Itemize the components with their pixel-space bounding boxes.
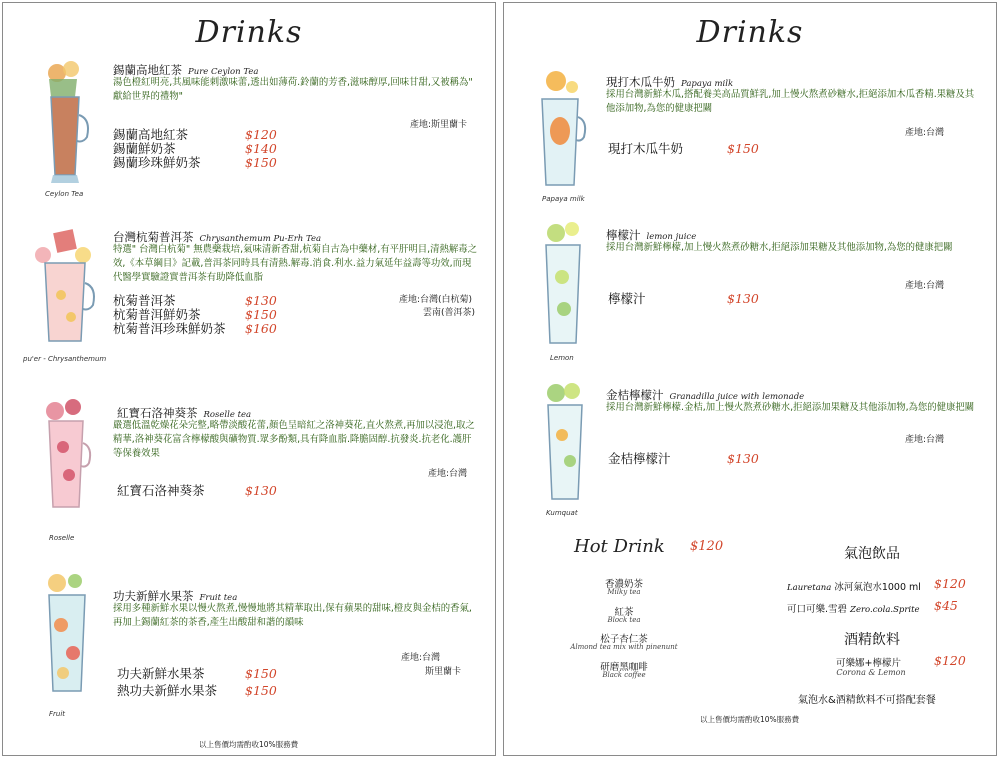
menu-item-name: 錫蘭鮮奶茶 xyxy=(113,141,176,156)
page-heading: Drinks xyxy=(195,15,303,50)
papaya-origin: 產地:台灣 xyxy=(904,128,944,138)
menu-item-price: $150 xyxy=(245,683,277,698)
menu-item-name: 金桔檸檬汁 xyxy=(608,451,671,466)
papaya-caption: Papaya milk xyxy=(542,195,585,203)
ceylon-tea-illustration-icon xyxy=(37,57,95,187)
lemon-juice-illustration-icon xyxy=(536,219,592,353)
papaya-milk-illustration-icon xyxy=(532,65,592,195)
hot-drink-item: 紅茶 xyxy=(614,607,634,618)
right-menu-page xyxy=(503,2,997,756)
kumquat-caption: Kumquat xyxy=(546,509,578,517)
alcohol-drinks-title: 酒精飲料 xyxy=(844,632,900,648)
ceylon-caption: Ceylon Tea xyxy=(45,190,84,198)
menu-item-price: $130 xyxy=(245,483,277,498)
papaya-title: 現打木瓜牛奶 Papaya milk xyxy=(606,75,734,89)
hot-drink-item-en: Almond tea mix with pinenunt xyxy=(570,643,678,651)
chrysanthemum-origin-2: 雲南(普洱茶) xyxy=(423,308,476,318)
sparkling-drinks-title: 氣泡飲品 xyxy=(844,546,900,562)
hot-drink-price: $120 xyxy=(690,539,724,554)
service-charge-note: 以上售價均需酌收10%服務費 xyxy=(700,715,800,724)
hot-drink-item-en: Black coffee xyxy=(602,671,646,679)
fruit-origin-2: 斯里蘭卡 xyxy=(425,667,462,677)
fruit-tea-illustration-icon xyxy=(39,569,97,709)
chrysanthemum-tea-illustration-icon xyxy=(25,225,107,355)
fruit-description: 採用多種新鮮水果以慢火熬煮,慢慢地將其精華取出,保有蘋果的甜味,橙皮與金桔的香氣,再加上錫蘭紅茶的茶香,產生出酸甜和諧的韻味 xyxy=(113,603,472,628)
menu-item-price: $130 xyxy=(727,291,759,306)
menu-item-price: $140 xyxy=(245,141,277,156)
hot-drink-item-en: Block tea xyxy=(607,616,641,624)
hot-drink-item: 香濃奶茶 xyxy=(604,579,643,590)
ceylon-origin: 產地:斯里蘭卡 xyxy=(409,120,467,130)
menu-item-price: $120 xyxy=(245,127,277,142)
service-charge-note: 以上售價均需酌收10%服務費 xyxy=(199,740,299,749)
papaya-description: 採用台灣新鮮木瓜,搭配養美高品質鮮乳,加上慢火熬煮砂糖水,拒絕添加木瓜香精.果糖及其他添加物,為您的健康把關 xyxy=(606,89,975,114)
menu-item-name: 現打木瓜牛奶 xyxy=(608,141,684,156)
fruit-caption: Fruit xyxy=(49,710,66,718)
menu-item-name: 熱功夫新鮮水果茶 xyxy=(117,683,218,698)
kumquat-lemon-juice-illustration-icon xyxy=(538,379,594,509)
menu-item-name: 錫蘭珍珠鮮奶茶 xyxy=(113,155,201,170)
lemon-origin: 產地:台灣 xyxy=(904,281,944,291)
chrysanthemum-origin: 產地:台灣(白杭菊) xyxy=(399,295,473,305)
roselle-title: 紅寶石洛神葵茶 Roselle tea xyxy=(117,406,252,420)
hot-drink-title: Hot Drink xyxy=(574,536,665,557)
menu-item-name: 杭菊普洱茶 xyxy=(113,293,176,308)
menu-item-price: $160 xyxy=(245,321,277,336)
alcohol-item: 可樂娜+檸檬片 xyxy=(836,658,901,669)
alcohol-item-price: $120 xyxy=(934,653,966,668)
menu-item-name: 杭菊普洱珍珠鮮奶茶 xyxy=(113,321,226,336)
fruit-title: 功夫新鮮水果茶 Fruit tea xyxy=(113,589,238,603)
hot-drink-item: 松子杏仁茶 xyxy=(600,634,648,645)
roselle-description: 嚴選低溫乾燥花朵完整,略帶淡酸花蕾,顏色呈暗紅之洛神葵花,直火熬煮,再加以浸泡,取之精華,洛神葵花富含檸檬酸與礦物質.眾多酚類,具有降血脂.降膽固醇.抗發炎.抗老化.護肝等保養效果 xyxy=(113,420,475,459)
menu-item-name: 錫蘭高地紅茶 xyxy=(113,127,189,142)
roselle-caption: Roselle xyxy=(49,534,75,542)
hot-drink-item: 研磨黑咖啡 xyxy=(600,662,648,673)
left-menu-page xyxy=(2,2,496,756)
kumquat-title: 金桔檸檬汁 Granadilla juice with lemonade xyxy=(606,388,805,402)
hot-drink-item-en: Milky tea xyxy=(607,588,641,596)
menu-item-price: $130 xyxy=(245,293,277,308)
chrysanthemum-title: 台灣杭菊普洱茶 Chrysanthemum Pu-Erh Tea xyxy=(113,230,322,244)
page-heading: Drinks xyxy=(696,15,804,50)
menu-item-name: 功夫新鮮水果茶 xyxy=(117,666,205,681)
sparkling-item: 可口可樂.雪碧 Zero.cola.Sprite xyxy=(787,604,920,615)
alcohol-item-en: Corona & Lemon xyxy=(836,668,906,677)
menu-item-price: $130 xyxy=(727,451,759,466)
roselle-origin: 產地:台灣 xyxy=(427,469,467,479)
menu-item-price: $150 xyxy=(245,155,277,170)
ceylon-description: 湯色橙紅明亮,其風味能刺激味蕾,透出如薄荷.鈴蘭的芳香,滋味醇厚,回味甘甜,又被稱為" 獻給世界的禮物" xyxy=(113,77,473,102)
menu-item-name: 紅寶石洛神葵茶 xyxy=(117,483,205,498)
lemon-caption: Lemon xyxy=(550,354,574,362)
kumquat-description: 採用台灣新鮮檸檬.金桔,加上慢火熬煮砂糖水,拒絕添加果糖及其他添加物,為您的健康把關 xyxy=(606,402,975,413)
kumquat-origin: 產地:台灣 xyxy=(904,435,944,445)
sparkling-item-price: $120 xyxy=(934,576,966,591)
menu-item-name: 杭菊普洱鮮奶茶 xyxy=(113,307,201,322)
lemon-description: 採用台灣新鮮檸檬,加上慢火熬煮砂糖水,拒絕添加果糖及其他添加物,為您的健康把關 xyxy=(606,242,953,253)
combo-restriction-note: 氣泡水&酒精飲料不可搭配套餐 xyxy=(798,695,936,706)
sparkling-item: Lauretana 冰河氣泡水1000 ml xyxy=(787,582,921,593)
menu-item-name: 檸檬汁 xyxy=(608,291,646,306)
chrysanthemum-description: 特選" 台灣白杭菊" 無農藥栽培,氣味清新香甜,杭菊自古為中藥材,有平肝明目,清熱解毒之效,《本草綱目》記載,普洱茶同時具有清熱.解毒.消食.利水.益力氣延年益壽等功效,而現代醫學實驗證實普洱茶有助降低血脂 xyxy=(113,244,478,283)
chrysanthemum-caption: pu'er - Chrysanthemum xyxy=(23,355,107,363)
ceylon-title: 錫蘭高地紅茶 Pure Ceylon Tea xyxy=(113,63,259,77)
sparkling-item-price: $45 xyxy=(934,598,958,613)
fruit-origin: 產地:台灣 xyxy=(401,653,441,663)
menu-item-price: $150 xyxy=(727,141,759,156)
menu-item-price: $150 xyxy=(245,666,277,681)
roselle-tea-illustration-icon xyxy=(39,395,95,525)
lemon-title: 檸檬汁 lemon juice xyxy=(606,228,697,242)
menu-item-price: $150 xyxy=(245,307,277,322)
